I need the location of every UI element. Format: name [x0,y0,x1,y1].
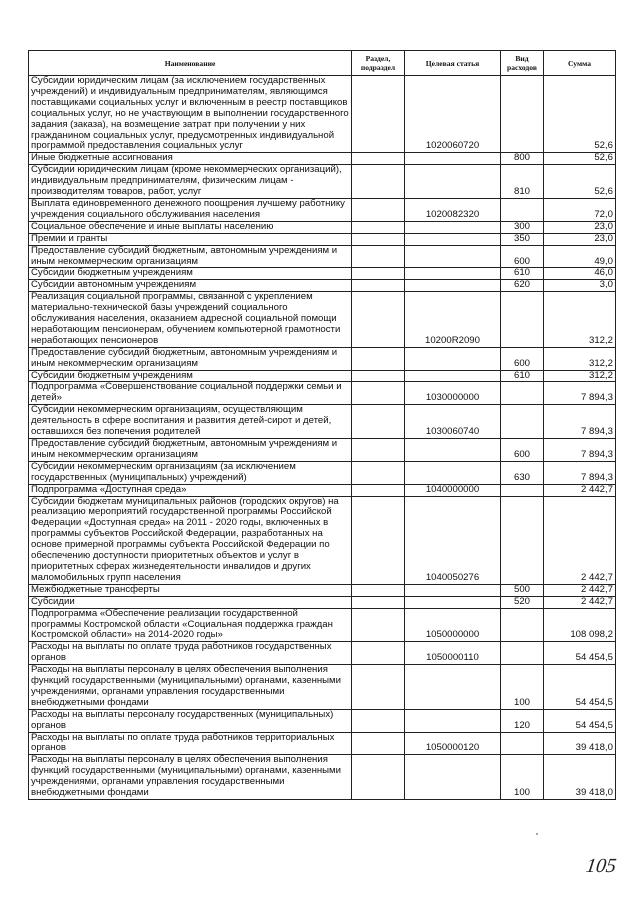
cell-sum: 108 098,2 [544,608,616,642]
table-row [29,755,616,800]
cell-vid: 800 [501,153,544,165]
cell-vid [501,484,544,496]
table-row [29,596,616,608]
cell-sum: 312,2 [544,292,616,348]
cell-vid: 600 [501,439,544,462]
table-row [29,268,616,280]
cell-article: 1020082320 [405,198,501,221]
cell-sum: 52,6 [544,76,616,153]
cell-section [352,755,405,800]
cell-section [352,268,405,280]
cell-sum: 54 454,5 [544,709,616,732]
table-row [29,292,616,348]
cell-vid: 120 [501,709,544,732]
cell-sum: 54 454,5 [544,665,616,710]
cell-article [405,709,501,732]
cell-sum: 7 894,3 [544,461,616,484]
cell-article [405,584,501,596]
cell-name: Предоставление субсидий бюджетным, автономным учреждениям и иным некоммерческим организациям [29,347,352,370]
cell-sum: 7 894,3 [544,405,616,439]
table-row [29,584,616,596]
cell-name: Подпрограмма «Совершенствование социальной поддержки семьи и детей» [29,382,352,405]
cell-article [405,439,501,462]
cell-article [405,596,501,608]
table-row [29,642,616,665]
cell-vid [501,405,544,439]
cell-section [352,496,405,584]
cell-article [405,461,501,484]
cell-name: Расходы на выплаты персоналу в целях обеспечения выполнения функций государственными (муниципальными) органами, казенными учреждениями, органами управления государственными внебюджетными фондами [29,755,352,800]
cell-section [352,165,405,199]
cell-vid: 100 [501,755,544,800]
cell-vid [501,642,544,665]
cell-section [352,76,405,153]
cell-section [352,461,405,484]
cell-article [405,370,501,382]
cell-section [352,709,405,732]
cell-vid [501,732,544,755]
cell-vid [501,382,544,405]
cell-sum: 54 454,5 [544,642,616,665]
scan-speck [536,833,538,835]
cell-sum: 2 442,7 [544,596,616,608]
cell-vid: 600 [501,245,544,268]
cell-vid [501,292,544,348]
cell-article [405,347,501,370]
table-row [29,461,616,484]
cell-article [405,755,501,800]
cell-article [405,280,501,292]
cell-sum: 7 894,3 [544,382,616,405]
cell-vid: 610 [501,370,544,382]
table-row [29,405,616,439]
cell-vid: 630 [501,461,544,484]
table-row [29,709,616,732]
table-row [29,76,616,153]
cell-name: Подпрограмма «Доступная среда» [29,484,352,496]
cell-article: 1040000000 [405,484,501,496]
cell-name: Предоставление субсидий бюджетным, автономным учреждениям и иным некоммерческим организациям [29,439,352,462]
cell-name: Субсидии [29,596,352,608]
cell-vid: 500 [501,584,544,596]
cell-vid [501,76,544,153]
cell-section [352,280,405,292]
page-number: 105 [584,855,618,877]
cell-article [405,245,501,268]
cell-sum: 2 442,7 [544,496,616,584]
cell-vid [501,198,544,221]
cell-name: Межбюджетные трансферты [29,584,352,596]
cell-article: 1020060720 [405,76,501,153]
table-row [29,233,616,245]
cell-name: Выплата единовременного денежного поощрения лучшему работнику учреждения социального обслуживания населения [29,198,352,221]
cell-article: 1050000110 [405,642,501,665]
cell-section [352,198,405,221]
cell-sum: 2 442,7 [544,584,616,596]
cell-article [405,665,501,710]
cell-vid: 300 [501,221,544,233]
cell-article: 1030000000 [405,382,501,405]
table-row [29,198,616,221]
cell-vid: 810 [501,165,544,199]
cell-sum: 23,0 [544,233,616,245]
table-header-row [29,51,616,76]
cell-section [352,732,405,755]
cell-sum: 23,0 [544,221,616,233]
cell-name: Расходы на выплаты персоналу государственных (муниципальных) органов [29,709,352,732]
cell-section [352,347,405,370]
cell-article: 1050000000 [405,608,501,642]
table-body [29,76,616,800]
cell-sum: 52,6 [544,153,616,165]
cell-sum: 39 418,0 [544,755,616,800]
cell-sum: 39 418,0 [544,732,616,755]
cell-name: Субсидии юридическим лицам (кроме некоммерческих организаций), индивидуальным предпринимателям, физическим лицам - производителям товаров, работ, услуг [29,165,352,199]
cell-sum: 3,0 [544,280,616,292]
cell-section [352,484,405,496]
table-row [29,382,616,405]
table-row [29,221,616,233]
cell-vid: 100 [501,665,544,710]
budget-table [28,50,616,800]
cell-sum: 7 894,3 [544,439,616,462]
header-article: Целевая статья [405,51,501,76]
cell-article [405,165,501,199]
cell-name: Субсидии некоммерческим организациям, осуществляющим деятельность в сфере воспитания и развития детей-сирот и детей, оставшихся без попечения родителей [29,405,352,439]
table-row [29,496,616,584]
header-sum: Сумма [544,51,616,76]
cell-name: Субсидии автономным учреждениям [29,280,352,292]
table-row [29,370,616,382]
cell-sum: 312,2 [544,370,616,382]
cell-section [352,642,405,665]
table-row [29,484,616,496]
cell-name: Расходы на выплаты по оплате труда работников территориальных органов [29,732,352,755]
cell-article [405,268,501,280]
cell-sum: 49,0 [544,245,616,268]
header-vid: Вид расходов [501,51,544,76]
cell-name: Субсидии некоммерческим организациям (за исключением государственных (муниципальных) учреждений) [29,461,352,484]
cell-vid: 350 [501,233,544,245]
cell-article [405,153,501,165]
table-row [29,280,616,292]
cell-section [352,292,405,348]
cell-vid [501,608,544,642]
cell-name: Субсидии бюджетным учреждениям [29,370,352,382]
header-name: Наименование [29,51,352,76]
table-row [29,665,616,710]
cell-vid [501,496,544,584]
table-row [29,347,616,370]
cell-section [352,665,405,710]
cell-sum: 52,6 [544,165,616,199]
cell-section [352,153,405,165]
cell-section [352,596,405,608]
cell-section [352,584,405,596]
table-row [29,608,616,642]
cell-vid: 620 [501,280,544,292]
cell-sum: 46,0 [544,268,616,280]
cell-name: Расходы на выплаты по оплате труда работников государственных органов [29,642,352,665]
cell-name: Социальное обеспечение и иные выплаты населению [29,221,352,233]
cell-section [352,370,405,382]
cell-article: 1050000120 [405,732,501,755]
cell-vid: 520 [501,596,544,608]
cell-section [352,439,405,462]
cell-section [352,608,405,642]
cell-vid: 610 [501,268,544,280]
cell-section [352,382,405,405]
cell-name: Субсидии бюджетам муниципальных районов (городских округов) на реализацию мероприятий государственной программы Российской Федерации «Доступная среда» на 2011 - 2020 годы, включенных в программы субъектов Российской Федерации, разработанных на основе примерной программы субъекта Российской Федерации по обеспечению доступности приоритетных объектов и услуг в приоритетных сферах жизнедеятельности инвалидов и других маломобильных групп населения [29,496,352,584]
cell-name: Подпрограмма «Обеспечение реализации государственной программы Костромской области «Социальная поддержка граждан Костромской области» на 2014-2020 годы» [29,608,352,642]
cell-name: Расходы на выплаты персоналу в целях обеспечения выполнения функций государственными (муниципальными) органами, казенными учреждениями, органами управления государственными внебюджетными фондами [29,665,352,710]
cell-name: Премии и гранты [29,233,352,245]
header-section: Раздел, подраздел [352,51,405,76]
cell-article: 10200R2090 [405,292,501,348]
cell-section [352,405,405,439]
cell-section [352,245,405,268]
table-row [29,439,616,462]
cell-article: 1040050276 [405,496,501,584]
table-row [29,245,616,268]
cell-name: Предоставление субсидий бюджетным, автономным учреждениям и иным некоммерческим организациям [29,245,352,268]
cell-name: Субсидии бюджетным учреждениям [29,268,352,280]
cell-sum: 312,2 [544,347,616,370]
table-row [29,153,616,165]
table-row [29,732,616,755]
table-row [29,165,616,199]
cell-article [405,221,501,233]
cell-name: Иные бюджетные ассигнования [29,153,352,165]
cell-article: 1030060740 [405,405,501,439]
cell-sum: 2 442,7 [544,484,616,496]
cell-section [352,233,405,245]
cell-name: Субсидии юридическим лицам (за исключением государственных учреждений) и индивидуальным предпринимателям, являющимся поставщиками социальных услуг и включенным в реестр поставщиков социальных услуг, но не участвующим в выполнении государственного задания (заказа), на возмещение затрат при получении у них гражданином социальных услуг, предусмотренных индивидуальной программой предоставления социальных услуг [29,76,352,153]
cell-vid: 600 [501,347,544,370]
cell-name: Реализация социальной программы, связанной с укреплением материально-технической базы учреждений социального обслуживания населения, оказанием адресной социальной помощи неработающим пенсионерам, обучением компьютерной грамотности неработающих пенсионеров [29,292,352,348]
cell-article [405,233,501,245]
cell-section [352,221,405,233]
cell-sum: 72,0 [544,198,616,221]
